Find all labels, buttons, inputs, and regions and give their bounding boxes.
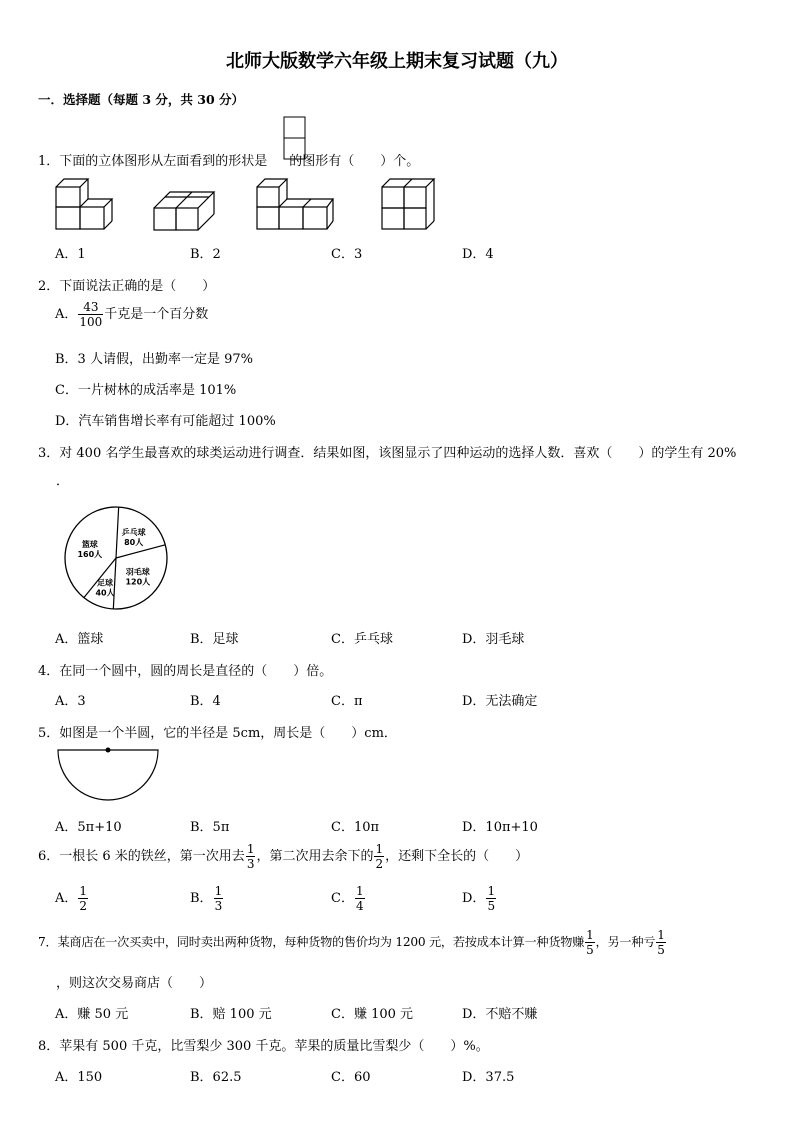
pie-chart bbox=[63, 505, 169, 611]
fraction-numerator: 1 bbox=[355, 884, 364, 898]
page-title: 北师大版数学六年级上期末复习试题（九） bbox=[226, 51, 568, 72]
q6-option-b[interactable] bbox=[190, 884, 224, 913]
q8-option-d[interactable]: D．37.5 bbox=[462, 1070, 515, 1085]
question-5: 5．如图是一个半圆，它的半径是 5cm，周长是（ ）cm． bbox=[38, 726, 397, 741]
q2-option-c[interactable]: C．一片树林的成活率是 101% bbox=[55, 383, 237, 398]
question-6-text-b: ，第二次用去余下的 bbox=[256, 849, 374, 864]
question-7-text-b: ，另一种亏 bbox=[595, 935, 656, 949]
q2-option-d[interactable]: D．汽车销售增长率有可能超过 100% bbox=[55, 414, 276, 429]
fraction-option bbox=[486, 884, 496, 913]
q1-option-d[interactable]: D．4 bbox=[462, 247, 494, 262]
fraction-numerator: 1 bbox=[79, 884, 88, 898]
fraction-43-100 bbox=[78, 300, 103, 329]
fraction-numerator: 1 bbox=[375, 842, 384, 856]
left-view-figure bbox=[283, 116, 307, 162]
question-4: 4．在同一个圆中，圆的周长是直径的（ ）倍。 bbox=[38, 664, 333, 679]
question-8: 8．苹果有 500 千克，比雪梨少 300 千克。苹果的质量比雪梨少（ ）%。 bbox=[38, 1039, 489, 1054]
q7-option-a[interactable]: A．赚 50 元 bbox=[55, 1007, 129, 1022]
q7-option-d[interactable]: D．不赔不赚 bbox=[462, 1007, 538, 1022]
pie-slice-label: 羽毛球 bbox=[125, 567, 150, 577]
q7-option-b[interactable]: B．赔 100 元 bbox=[190, 1007, 272, 1022]
q2-option-a-prefix: A． bbox=[55, 307, 78, 322]
pie-divider bbox=[116, 507, 119, 558]
semicircle-figure bbox=[56, 748, 162, 806]
fraction-numerator: 43 bbox=[78, 300, 103, 315]
q3-option-c[interactable]: C．乒乓球 bbox=[331, 632, 393, 647]
question-1 bbox=[38, 150, 419, 169]
q4-option-d[interactable]: D．无法确定 bbox=[462, 694, 538, 709]
fraction-option bbox=[355, 884, 365, 913]
q2-option-a-text: 千克是一个百分数 bbox=[104, 307, 209, 322]
q5-option-a[interactable]: A．5π+10 bbox=[55, 820, 122, 835]
pie-slice-value: 80人 bbox=[124, 538, 144, 548]
q4-option-a[interactable]: A．3 bbox=[55, 694, 86, 709]
question-7-text-a: 7．某商店在一次买卖中，同时卖出两种货物，每种货物的售价均为 1200 元，若按成本计算一种货物赚 bbox=[38, 935, 585, 949]
fraction-denominator: 3 bbox=[214, 899, 223, 913]
question-7 bbox=[38, 928, 667, 957]
option-prefix: C． bbox=[331, 891, 354, 906]
q8-option-a[interactable]: A．150 bbox=[55, 1070, 103, 1085]
cube-figure-b bbox=[152, 188, 222, 234]
q4-option-c[interactable]: C．π bbox=[331, 694, 363, 709]
fraction-denominator: 5 bbox=[657, 943, 665, 957]
fraction-one-half bbox=[374, 842, 384, 871]
pie-divider bbox=[113, 558, 116, 609]
option-prefix: A． bbox=[55, 891, 78, 906]
q4-option-b[interactable]: B．4 bbox=[190, 694, 221, 709]
q3-option-a[interactable]: A．篮球 bbox=[55, 632, 104, 647]
q2-option-a[interactable] bbox=[55, 300, 208, 329]
fraction-denominator: 3 bbox=[246, 857, 255, 871]
fraction-denominator: 5 bbox=[487, 899, 496, 913]
fraction-denominator: 4 bbox=[355, 899, 364, 913]
pie-slice-label: 篮球 bbox=[81, 539, 98, 549]
cube-figure-a bbox=[54, 177, 114, 232]
fraction-one-third bbox=[246, 842, 256, 871]
q5-option-b[interactable]: B．5π bbox=[190, 820, 230, 835]
section-heading: 一．选择题（每题 3 分，共 30 分） bbox=[38, 92, 245, 107]
option-prefix: D． bbox=[462, 891, 486, 906]
question-3-end: ． bbox=[56, 474, 70, 489]
fraction-one-fifth bbox=[656, 928, 665, 957]
pie-slice-value: 120人 bbox=[125, 577, 151, 587]
question-1-text-after: 的图形有（ ）个。 bbox=[289, 154, 420, 169]
pie-slice-label: 乒乓球 bbox=[121, 528, 146, 538]
cube-figure-c bbox=[255, 177, 335, 233]
question-3: 3．对 400 名学生最喜欢的球类运动进行调查．结果如图，该图显示了四种运动的选择人数．喜欢（ ）的学生有 20% bbox=[38, 446, 737, 461]
fraction-numerator: 1 bbox=[246, 842, 255, 856]
pie-slice-value: 40人 bbox=[95, 588, 115, 598]
pie-slice-label: 足球 bbox=[97, 578, 114, 588]
pie-slice-value: 160人 bbox=[77, 549, 103, 559]
fraction-denominator: 2 bbox=[375, 857, 384, 871]
q7-option-c[interactable]: C．赚 100 元 bbox=[331, 1007, 414, 1022]
q1-option-b[interactable]: B．2 bbox=[190, 247, 221, 262]
q6-option-a[interactable] bbox=[55, 884, 89, 913]
fraction-one-fifth bbox=[585, 928, 594, 957]
q1-option-a[interactable]: A．1 bbox=[55, 247, 86, 262]
option-prefix: B． bbox=[190, 891, 213, 906]
question-6-text-c: ，还剩下全长的（ ） bbox=[385, 849, 529, 864]
fraction-numerator: 1 bbox=[214, 884, 223, 898]
q3-option-b[interactable]: B．足球 bbox=[190, 632, 239, 647]
q3-option-d[interactable]: D．羽毛球 bbox=[462, 632, 525, 647]
q5-option-d[interactable]: D．10π+10 bbox=[462, 820, 538, 835]
question-1-text-before: 1．下面的立体图形从左面看到的形状是 bbox=[38, 154, 268, 169]
fraction-option bbox=[214, 884, 224, 913]
question-6 bbox=[38, 842, 528, 871]
question-6-text-a: 6．一根长 6 米的铁丝，第一次用去 bbox=[38, 849, 245, 864]
fraction-numerator: 1 bbox=[487, 884, 496, 898]
cube-figure-d bbox=[380, 177, 436, 233]
q5-option-c[interactable]: C．10π bbox=[331, 820, 380, 835]
fraction-numerator: 1 bbox=[586, 928, 594, 942]
fraction-option bbox=[78, 884, 88, 913]
question-2: 2．下面说法正确的是（ ） bbox=[38, 279, 216, 294]
fraction-denominator: 100 bbox=[79, 315, 103, 329]
q8-option-b[interactable]: B．62.5 bbox=[190, 1070, 242, 1085]
q1-option-c[interactable]: C．3 bbox=[331, 247, 363, 262]
fraction-denominator: 5 bbox=[586, 943, 594, 957]
fraction-denominator: 2 bbox=[79, 899, 88, 913]
q6-option-c[interactable] bbox=[331, 884, 366, 913]
question-7-line-2: ，则这次交易商店（ ） bbox=[56, 976, 213, 991]
fraction-numerator: 1 bbox=[657, 928, 665, 942]
q2-option-b[interactable]: B．3 人请假，出勤率一定是 97% bbox=[55, 352, 253, 367]
q8-option-c[interactable]: C．60 bbox=[331, 1070, 371, 1085]
q6-option-d[interactable] bbox=[462, 884, 497, 913]
